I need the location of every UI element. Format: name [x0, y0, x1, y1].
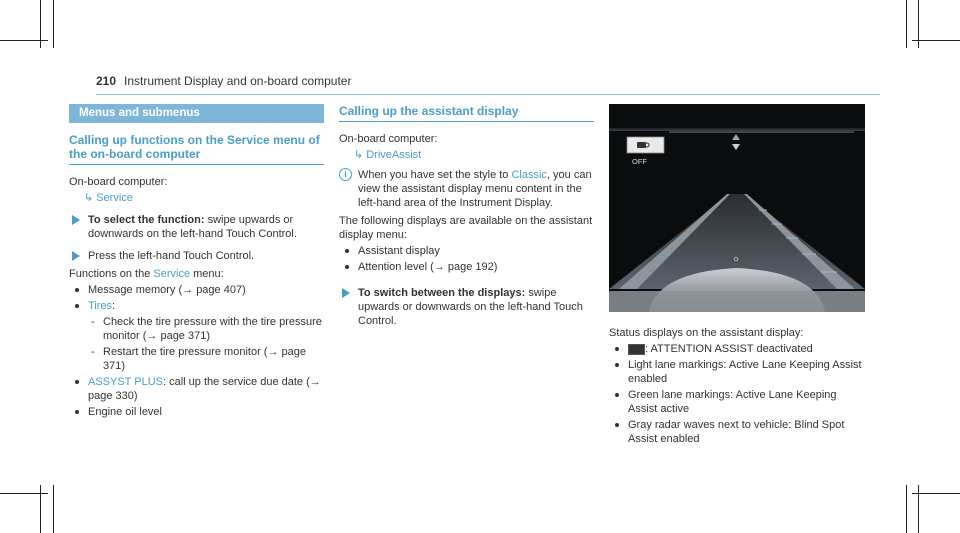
list-item: ASSYST PLUS: call up the service due date (→ page 330) [69, 375, 324, 403]
instruction-step: To switch between the displays: swipe upwards or downwards on the left-hand Touch Control. [339, 286, 594, 328]
section-heading: Calling up the assistant display [339, 104, 519, 118]
list-item: - Restart the tire pressure monitor (→ page 371) [88, 345, 324, 373]
heading-divider [69, 164, 324, 165]
info-icon: i [339, 168, 352, 181]
status-intro: Status displays on the assistant display: [609, 327, 804, 339]
status-list [609, 342, 865, 446]
page-header-title: Instrument Display and on-board computer [124, 74, 352, 88]
sub-list [88, 315, 324, 373]
triangle-icon [72, 251, 80, 261]
list-item: : ATTENTION ASSIST deactivated [609, 342, 865, 356]
list-item: Engine oil level [69, 405, 324, 419]
path-intro: On-board computer: [339, 133, 438, 145]
service-link[interactable]: Service [153, 268, 191, 280]
coffee-cup-off-icon [628, 344, 645, 355]
triangle-icon [342, 288, 350, 298]
right-column [609, 104, 865, 448]
off-label: OFF [632, 157, 647, 166]
triangle-icon [72, 215, 80, 225]
tires-link[interactable]: Tires [88, 300, 113, 312]
list-item: Light lane markings: Active Lane Keeping Assist enabled [609, 358, 865, 386]
service-link[interactable]: Service [96, 192, 133, 204]
functions-intro: Functions on the Service menu: [69, 268, 224, 280]
list-item: Tires: - Check the tire pressure with the tire pressure monitor (→ page 371) - Restart the tire pressure monitor (→ page 371) [69, 299, 324, 373]
displays-list [339, 244, 594, 274]
list-item: - Check the tire pressure with the tire pressure monitor (→ page 371) [88, 315, 324, 343]
paragraph: The following displays are available on the assistant display menu: [339, 215, 593, 241]
heading-divider [339, 121, 594, 122]
note: i When you have set the style to Classic, you can view the assistant display menu content in the left-hand area of the Instrument Display. [339, 168, 594, 210]
functions-list [69, 283, 324, 419]
return-arrow-icon: ↳ [354, 149, 364, 161]
header-divider [96, 94, 880, 95]
list-item: Assistant display [339, 244, 594, 258]
section-heading: Calling up functions on the Service menu of the on-board computer [69, 133, 320, 161]
list-item: Green lane markings: Active Lane Keeping Assist active [609, 388, 865, 416]
instruction-step: Press the left-hand Touch Control. [69, 249, 324, 263]
return-arrow-icon: ↳ [84, 192, 94, 204]
menu-path [354, 148, 594, 162]
instruction-step: To select the function: swipe upwards or downwards on the left-hand Touch Control. [69, 213, 324, 241]
page-number: 210 [96, 74, 117, 88]
classic-link[interactable]: Classic [511, 169, 547, 181]
menu-path [84, 191, 324, 205]
section-bar: Menus and submenus [69, 104, 324, 123]
path-intro: On-board computer: [69, 176, 168, 188]
list-item: Gray radar waves next to vehicle: Blind Spot Assist enabled [609, 418, 865, 446]
list-item: Message memory (→ page 407) [69, 283, 324, 297]
list-item: Attention level (→ page 192) [339, 260, 594, 274]
left-column [69, 104, 324, 421]
assyst-plus-link[interactable]: ASSYST PLUS [88, 376, 163, 388]
driveassist-link[interactable]: DriveAssist [366, 149, 422, 161]
middle-column [339, 104, 594, 332]
assistant-display-image [609, 104, 865, 312]
page-header [96, 74, 351, 88]
